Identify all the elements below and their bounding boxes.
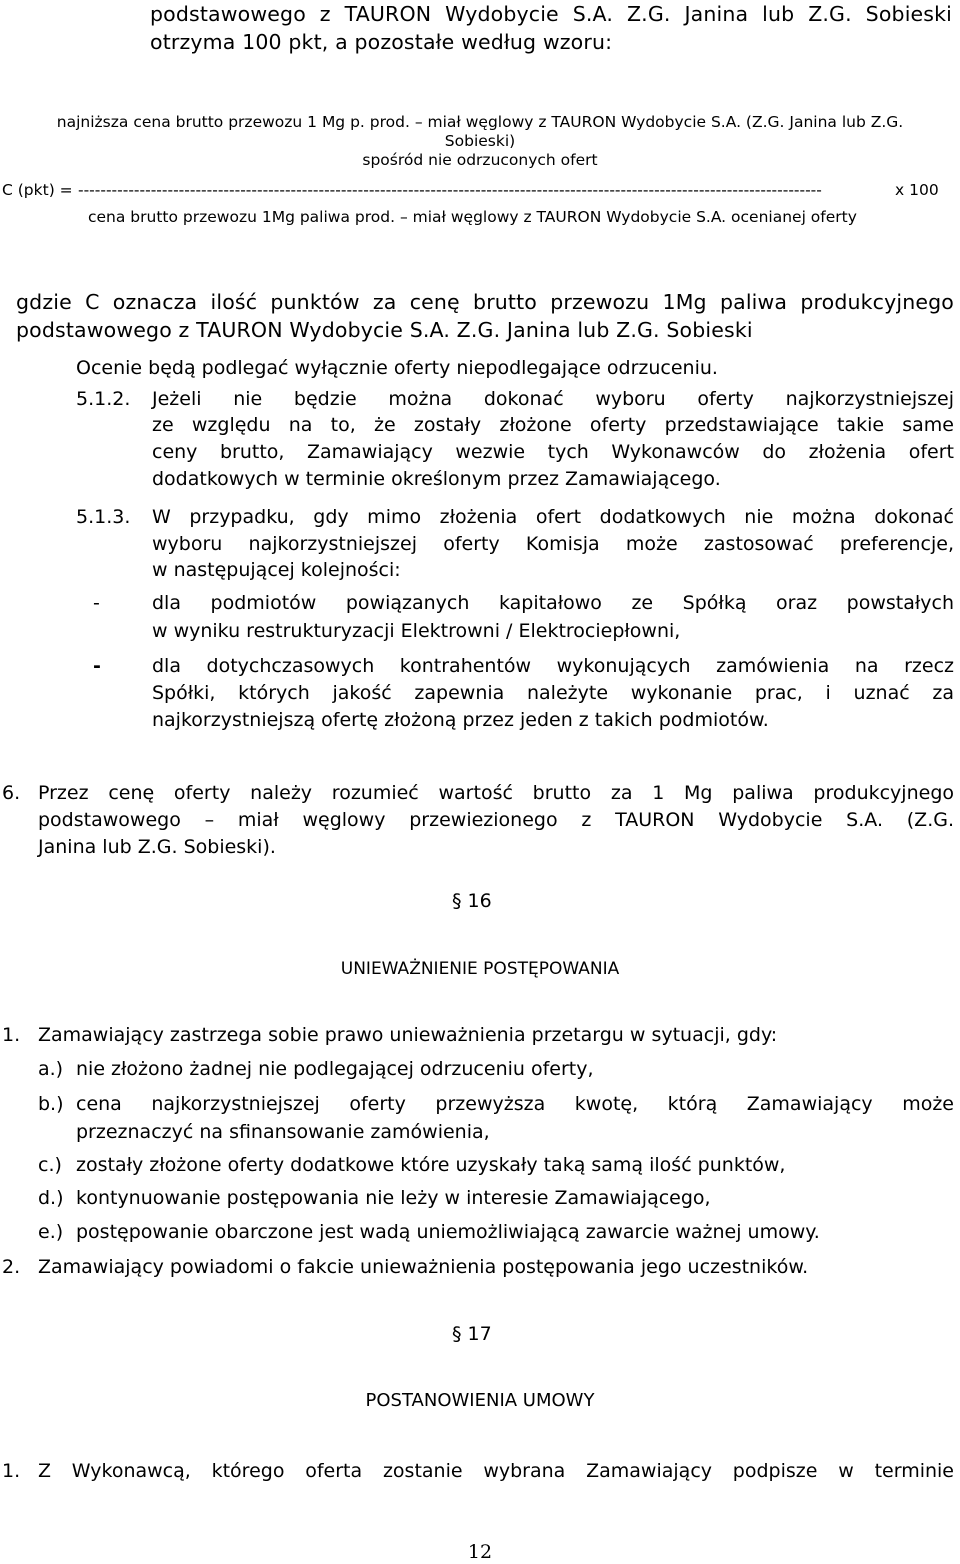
s17-item-1-number: 1.: [2, 1460, 21, 1482]
bullet-dash: -: [93, 592, 100, 614]
intro-line-1: podstawowego z TAURON Wydobycie S.A. Z.G. Janina lub Z.G. Sobieski: [150, 2, 952, 26]
p512-line: ze względu na to, że zostały złożone oferty przedstawiające takie same: [152, 414, 954, 436]
p6-line: Przez cenę oferty należy rozumieć wartość brutto za 1 Mg paliwa produkcyjnego: [38, 782, 954, 804]
bullet-line: w wyniku restrukturyzacji Elektrowni / Elektrociepłowni,: [152, 620, 681, 642]
s16-subitem-label: c.): [38, 1154, 62, 1176]
where-line-3: Ocenie będą podlegać wyłącznie oferty niepodlegające odrzuceniu.: [76, 357, 718, 379]
s16-item-1-number: 1.: [2, 1024, 21, 1046]
where-line-1: gdzie C oznacza ilość punktów za cenę brutto przewozu 1Mg paliwa produkcyjnego: [16, 290, 954, 314]
s17-item-1-text: Z Wykonawcą, którego oferta zostanie wybrana Zamawiający podpisze w terminie: [38, 1460, 954, 1482]
p6-number: 6.: [2, 782, 21, 804]
p513-line: w następującej kolejności:: [152, 559, 401, 581]
formula-multiplier: x 100: [895, 181, 939, 199]
s16-subitem-text: kontynuowanie postępowania nie leży w interesie Zamawiającego,: [76, 1187, 711, 1209]
s16-item-2-text: Zamawiający powiadomi o fakcie unieważnienia postępowania jego uczestników.: [38, 1256, 809, 1278]
p512-line: ceny brutto, Zamawiający wezwie tych Wykonawców do złożenia ofert: [152, 441, 954, 463]
p512-line: Jeżeli nie będzie można dokonać wyboru oferty najkorzystniejszej: [152, 388, 954, 410]
formula-lhs: C (pkt) =: [2, 181, 73, 199]
page-number: 12: [467, 1541, 493, 1563]
s16-subitem-label: e.): [38, 1221, 64, 1243]
p513-line: W przypadku, gdy mimo złożenia ofert dodatkowych nie można dokonać: [152, 506, 954, 528]
section-17-heading: § 17: [452, 1323, 492, 1345]
section-17-title: POSTANOWIENIA UMOWY: [365, 1390, 595, 1411]
s16-subitem-text: zostały złożone oferty dodatkowe które uzyskały taką samą ilość punktów,: [76, 1154, 786, 1176]
bullet-line: najkorzystniejszą ofertę złożoną przez jeden z takich podmiotów.: [152, 709, 769, 731]
section-16-title: UNIEWAŻNIENIE POSTĘPOWANIA: [340, 959, 620, 979]
s16-subitem-label: a.): [38, 1058, 64, 1080]
formula-numerator-line-3: spośród nie odrzuconych ofert: [362, 151, 598, 169]
s16-item-2-number: 2.: [2, 1256, 21, 1278]
s16-subitem-label: d.): [38, 1187, 64, 1209]
formula-numerator-line-1: najniższa cena brutto przewozu 1 Mg p. prod. – miał węglowy z TAURON Wydobycie S.A. (Z.G. Janina lub Z.G.: [56, 113, 904, 131]
intro-line-2: otrzyma 100 pkt, a pozostałe według wzoru:: [150, 30, 613, 54]
s16-subitem-text: przeznaczyć na sfinansowanie zamówienia,: [76, 1121, 490, 1143]
bullet-line: dla podmiotów powiązanych kapitałowo ze Spółką oraz powstałych: [152, 592, 954, 614]
formula-denominator: cena brutto przewozu 1Mg paliwa prod. – miał węglowy z TAURON Wydobycie S.A. ocenianej oferty: [88, 208, 857, 226]
p513-number: 5.1.3.: [76, 506, 131, 528]
p6-line: podstawowego – miał węglowy przewiezionego z TAURON Wydobycie S.A. (Z.G.: [38, 809, 954, 831]
p512-number: 5.1.2.: [76, 388, 131, 410]
p512-line: dodatkowych w terminie określonym przez Zamawiającego.: [152, 468, 721, 490]
s16-item-1-text: Zamawiający zastrzega sobie prawo unieważnienia przetargu w sytuacji, gdy:: [38, 1024, 778, 1046]
formula-fraction-bar: -------------------------------------------------------------------------------------------------------------------------------------: [78, 181, 822, 199]
bullet-line: dla dotychczasowych kontrahentów wykonujących zamówienia na rzecz: [152, 655, 954, 677]
s16-subitem-label: b.): [38, 1093, 64, 1115]
where-line-2: podstawowego z TAURON Wydobycie S.A. Z.G. Janina lub Z.G. Sobieski: [16, 318, 753, 342]
s16-subitem-text: postępowanie obarczone jest wadą uniemożliwiającą zawarcie ważnej umowy.: [76, 1221, 820, 1243]
bullet-line: Spółki, których jakość zapewnia należyte wykonanie prac, i uznać za: [152, 682, 954, 704]
s16-subitem-text: nie złożono żadnej nie podlegającej odrzuceniu oferty,: [76, 1058, 594, 1080]
formula-numerator-line-2: Sobieski): [444, 132, 516, 150]
s16-subitem-text: cena najkorzystniejszej oferty przewyższa kwotę, którą Zamawiający może: [76, 1093, 954, 1115]
bullet-dash: -: [93, 655, 101, 677]
p513-line: wyboru najkorzystniejszej oferty Komisja może zastosować preferencje,: [152, 533, 954, 555]
section-16-heading: § 16: [452, 890, 492, 912]
p6-line: Janina lub Z.G. Sobieski).: [38, 836, 276, 858]
